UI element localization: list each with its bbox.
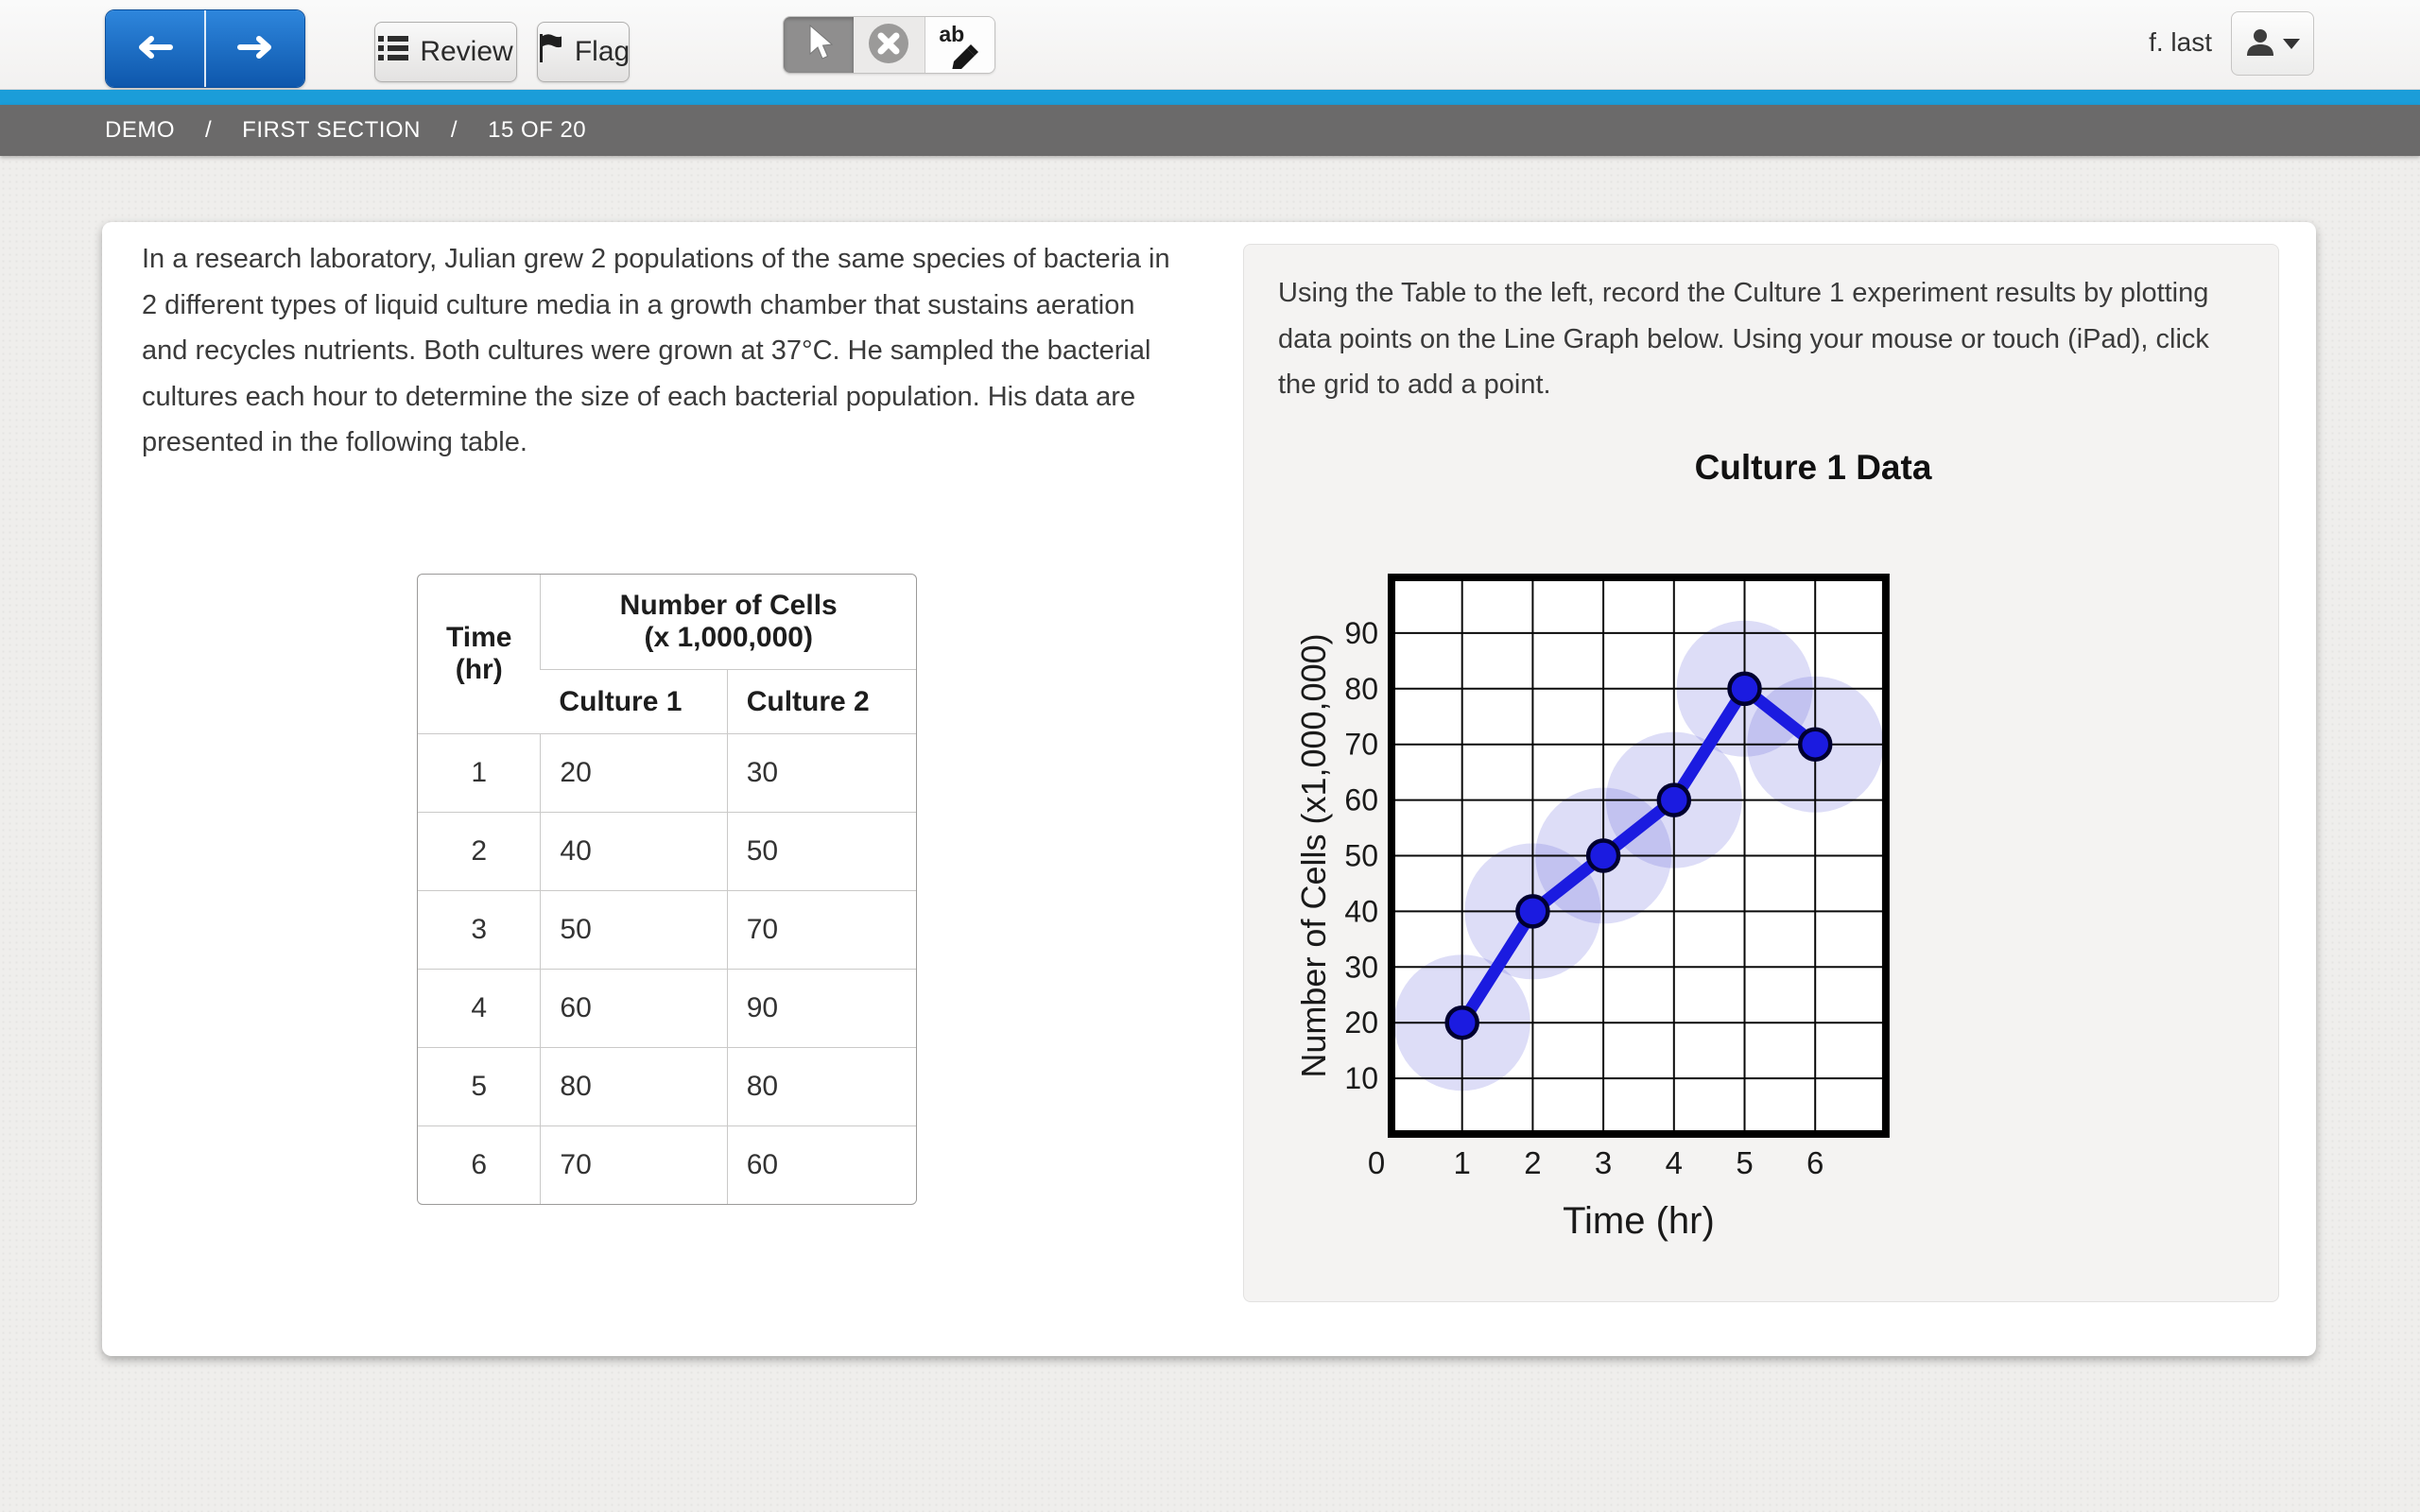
data-point[interactable] [1730, 674, 1760, 704]
highlighter-icon: ab [939, 26, 980, 65]
flag-icon [537, 33, 563, 71]
accent-stripe [0, 90, 2420, 105]
table-cell-time: 4 [418, 969, 540, 1047]
table-cell-culture1: 70 [540, 1125, 726, 1204]
answer-eliminator-tool-button[interactable] [854, 17, 924, 73]
table-cell-culture2: 70 [727, 890, 916, 969]
person-icon [2245, 27, 2275, 60]
text-highlighter-tool-button[interactable] [925, 17, 994, 73]
chart-text: 2 [1524, 1145, 1542, 1180]
breadcrumb-item-section: FIRST SECTION [242, 117, 421, 143]
chart-text: 5 [1736, 1145, 1754, 1180]
chart-text: 0 [1367, 1145, 1386, 1180]
data-table [417, 574, 917, 1205]
next-question-button[interactable] [204, 10, 304, 87]
breadcrumb [0, 105, 2420, 156]
breadcrumb-item-test: DEMO [105, 117, 175, 143]
table-row [418, 890, 916, 969]
table-cell-time: 2 [418, 812, 540, 890]
top-toolbar [0, 0, 2420, 90]
table-cell-time: 5 [418, 1047, 540, 1125]
line-graph-svg[interactable] [1257, 529, 1976, 1276]
line-graph[interactable] [1257, 529, 1976, 1276]
question-nav-group [105, 9, 305, 88]
chart-text: 10 [1344, 1061, 1378, 1096]
arrow-left-icon [133, 31, 177, 66]
question-stimulus-text: In a research laboratory, Julian grew 2 populations of the same species of bacteria in 2 different types of liquid culture media in a growth chamber that sustains aeration and recycles nutrients. Both cultures were grown at 37°C. He sampled the bacterial cultures each hour to determine the size of each bacterial population. His data are presented in the following table. [142, 244, 1170, 457]
data-point[interactable] [1800, 730, 1830, 760]
pointer-tool-button[interactable] [784, 17, 854, 73]
data-point[interactable] [1588, 841, 1618, 871]
graph-instructions-text: Using the Table to the left, record the Culture 1 experiment results by plotting data points on the Line Graph below. Using your mouse or touch (iPad), click the grid to add a point. [1278, 278, 2209, 400]
flag-button-label: Flag [574, 36, 631, 67]
table-cell-culture1: 20 [540, 733, 726, 812]
table-cell-culture2: 50 [727, 812, 916, 890]
table-cell-culture2: 80 [727, 1047, 916, 1125]
table-cell-culture1: 80 [540, 1047, 726, 1125]
review-button-label: Review [420, 36, 513, 67]
chart-text: 40 [1344, 894, 1378, 929]
chart-text: 4 [1665, 1145, 1683, 1180]
table-row [418, 812, 916, 890]
table-row [418, 969, 916, 1047]
table-cell-culture2: 60 [727, 1125, 916, 1204]
pointer-tool-group [783, 16, 995, 74]
chart-text: Time (hr) [1563, 1200, 1715, 1242]
x-circle-icon [867, 22, 910, 68]
chart-text: 6 [1806, 1145, 1824, 1180]
table-cell-culture1: 50 [540, 890, 726, 969]
table-cell-time: 3 [418, 890, 540, 969]
chart-text: 3 [1594, 1145, 1613, 1180]
user-name-label: f. last [2149, 27, 2212, 57]
table-cell-culture1: 60 [540, 969, 726, 1047]
breadcrumb-separator: / [205, 117, 213, 143]
arrow-right-icon [233, 31, 277, 66]
chart-text: 90 [1344, 615, 1378, 650]
table-header-time: Time (hr) [445, 622, 512, 685]
table-header-number-of-cells: Number of Cells (x 1,000,000) [540, 575, 916, 669]
table-cell-culture1: 40 [540, 812, 726, 890]
chevron-down-icon [2283, 39, 2300, 49]
table-cell-time: 6 [418, 1125, 540, 1204]
chart-text: 30 [1344, 950, 1378, 985]
table-header-culture1: Culture 1 [540, 669, 726, 733]
breadcrumb-separator: / [450, 117, 458, 143]
cursor-arrow-icon [803, 24, 835, 66]
table-cell-culture2: 30 [727, 733, 916, 812]
table-cell-time: 1 [418, 733, 540, 812]
data-point[interactable] [1447, 1007, 1478, 1038]
chart-text: 20 [1344, 1005, 1378, 1040]
chart-text: 60 [1344, 782, 1378, 817]
table-row [418, 733, 916, 812]
table-cell-culture2: 90 [727, 969, 916, 1047]
review-button[interactable] [374, 22, 517, 82]
chart-title: Culture 1 Data [1694, 448, 1932, 487]
previous-question-button[interactable] [106, 10, 204, 87]
review-list-icon [378, 35, 408, 69]
user-menu-button[interactable] [2231, 11, 2314, 76]
table-row [418, 1047, 916, 1125]
table-row [418, 1125, 916, 1204]
chart-text: 70 [1344, 727, 1378, 762]
flag-button[interactable] [537, 22, 630, 82]
chart-text: 1 [1453, 1145, 1471, 1180]
chart-text: 80 [1344, 671, 1378, 706]
data-point[interactable] [1517, 896, 1547, 926]
breadcrumb-item-progress: 15 OF 20 [488, 117, 587, 143]
table-header-culture2: Culture 2 [727, 669, 916, 733]
data-point[interactable] [1659, 785, 1689, 816]
chart-text: 50 [1344, 838, 1378, 873]
y-axis-label: Number of Cells (x1,000,000) [1294, 633, 1333, 1078]
